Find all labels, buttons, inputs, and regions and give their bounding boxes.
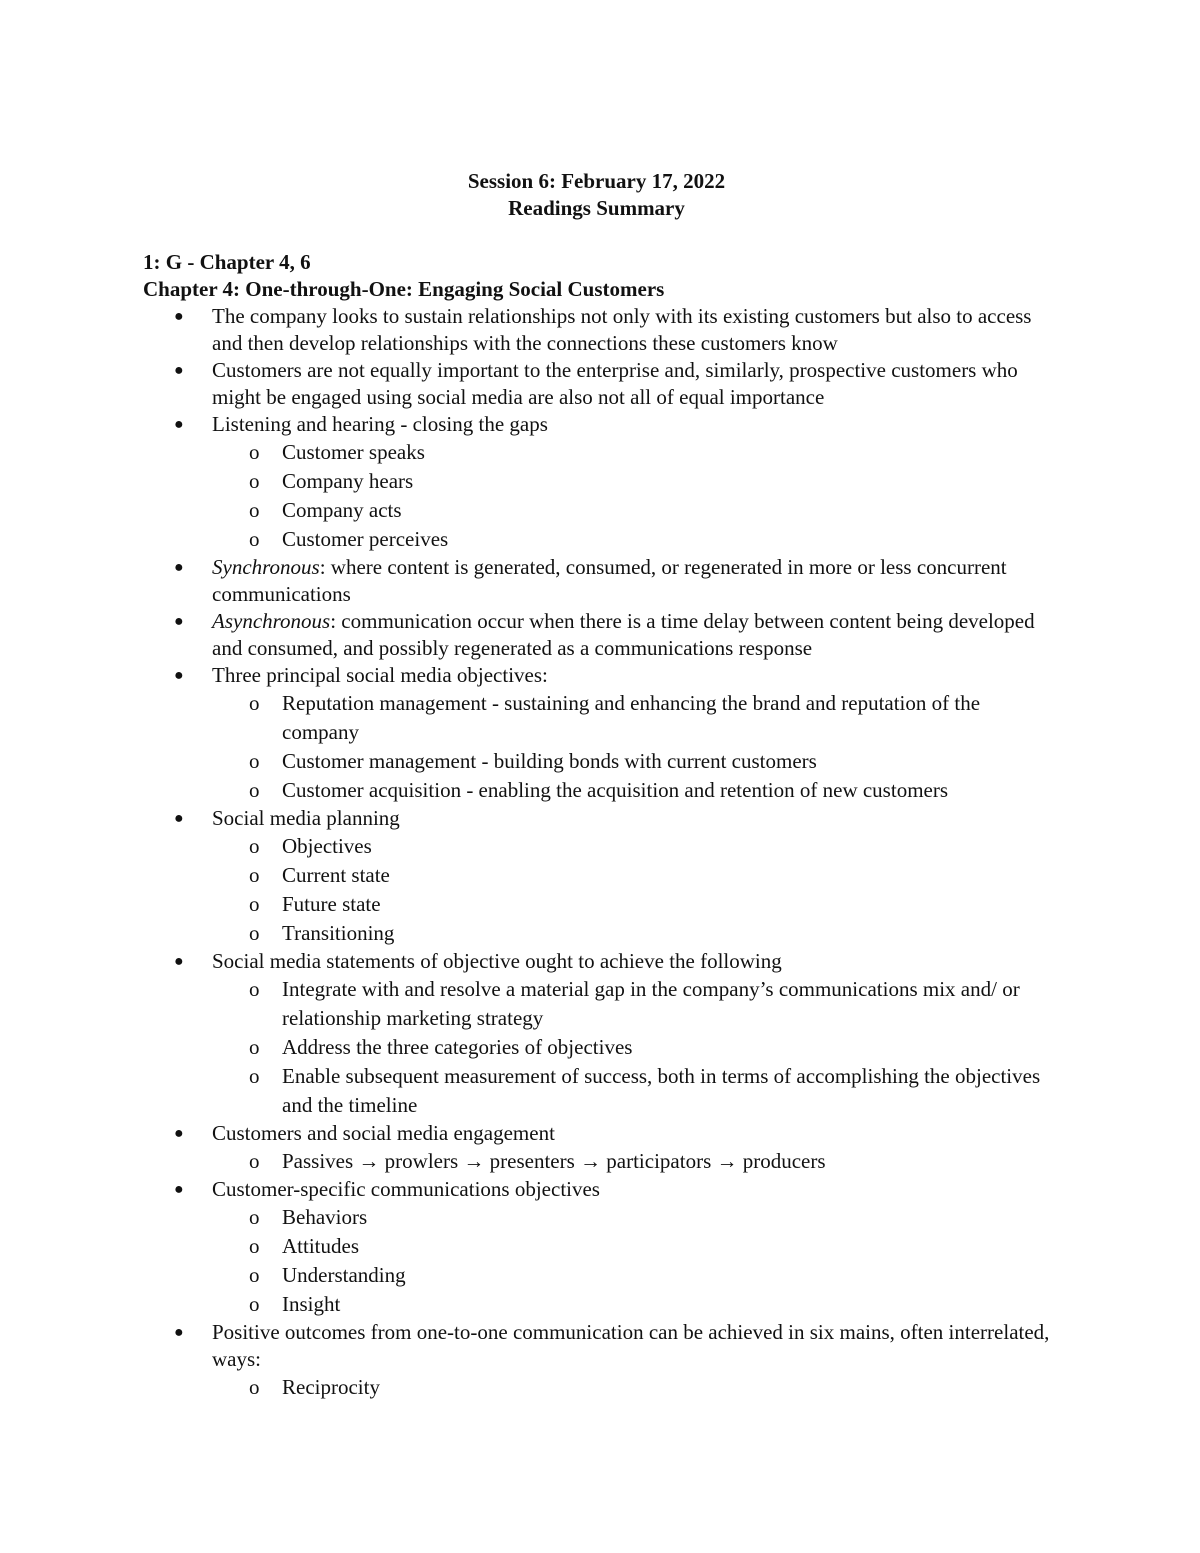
sub-list-item-text: Insight	[282, 1292, 341, 1316]
chapter-heading: Chapter 4: One-through-One: Engaging Social Customers	[143, 277, 665, 301]
circle-bullet-icon	[249, 1062, 260, 1091]
circle-bullet-icon	[249, 1147, 260, 1176]
sub-list-item	[143, 1232, 1050, 1261]
sub-list-item-text: Enable subsequent measurement of success, both in terms of accomplishing the objectives and the timeline	[282, 1064, 1041, 1117]
bullet-icon	[174, 662, 184, 689]
sub-list-item-text: Passives → prowlers → presenters → participators → producers	[282, 1149, 826, 1173]
circle-bullet-icon	[249, 1033, 260, 1062]
circle-bullet-icon	[249, 1261, 260, 1290]
sub-list-item-text: Attitudes	[282, 1234, 359, 1258]
sub-list-item-text: Understanding	[282, 1263, 406, 1287]
list-item-text: Social media statements of objective ought to achieve the following	[212, 949, 782, 973]
bullet-icon	[174, 357, 184, 384]
circle-bullet-icon	[249, 747, 260, 776]
list-item	[143, 662, 1050, 805]
list-item-text: Listening and hearing - closing the gaps	[212, 412, 548, 436]
list-item	[143, 805, 1050, 948]
circle-bullet-icon	[249, 496, 260, 525]
sub-list-item-text: Reciprocity	[282, 1375, 380, 1399]
sub-list-item-text: Address the three categories of objectives	[282, 1035, 633, 1059]
list-item-text: : where content is generated, consumed, or regenerated in more or less concurrent communications	[212, 555, 1007, 606]
bullet-icon	[174, 554, 184, 581]
bullet-icon	[174, 948, 184, 975]
sub-list-item-text: Customer perceives	[282, 527, 449, 551]
circle-bullet-icon	[249, 1232, 260, 1261]
list-item-text: Customer-specific communications objectives	[212, 1177, 600, 1201]
bullet-list	[143, 303, 1050, 1402]
bullet-icon	[174, 303, 184, 330]
list-item-term: Asynchronous	[212, 609, 331, 633]
list-item-text: : communication occur when there is a time delay between content being developed and consumed, and possibly regenerated as a communications response	[212, 609, 1035, 660]
sub-list-item	[143, 1373, 1050, 1402]
sub-list-item	[143, 1062, 1050, 1120]
bullet-icon	[174, 608, 184, 635]
sub-list	[212, 1203, 1050, 1319]
sub-list-item-text: Customer management - building bonds with current customers	[282, 749, 817, 773]
list-item-text: Social media planning	[212, 806, 400, 830]
sub-list	[212, 689, 1050, 805]
sub-list-item	[143, 776, 1050, 805]
sub-list-item	[143, 689, 1050, 747]
list-item-text: Positive outcomes from one-to-one communication can be achieved in six mains, often interrelated, ways:	[212, 1320, 1050, 1371]
sub-list-item	[143, 525, 1050, 554]
spacer	[143, 222, 1050, 249]
circle-bullet-icon	[249, 467, 260, 496]
sub-list-item-text: Current state	[282, 863, 390, 887]
list-item-text: The company looks to sustain relationships not only with its existing customers but also to access and then develop relationships with the connections these customers know	[212, 304, 1032, 355]
sub-list-item-text: Reputation management - sustaining and enhancing the brand and reputation of the company	[282, 691, 981, 744]
circle-bullet-icon	[249, 890, 260, 919]
circle-bullet-icon	[249, 861, 260, 890]
sub-list-item-text: Objectives	[282, 834, 372, 858]
sub-list-item-text: Company hears	[282, 469, 414, 493]
list-item	[143, 948, 1050, 1120]
list-item-term: Synchronous	[212, 555, 320, 579]
list-item	[143, 608, 1050, 662]
sub-list-item	[143, 919, 1050, 948]
list-item	[143, 554, 1050, 608]
sub-list-item-text: Integrate with and resolve a material gap in the company’s communications mix and/ or relationship marketing strategy	[282, 977, 1020, 1030]
bullet-icon	[174, 1176, 184, 1203]
circle-bullet-icon	[249, 438, 260, 467]
sub-list	[212, 1373, 1050, 1402]
sub-list-item-text: Transitioning	[282, 921, 395, 945]
bullet-icon	[174, 411, 184, 438]
circle-bullet-icon	[249, 975, 260, 1004]
sub-list-item	[143, 861, 1050, 890]
sub-list-item	[143, 1147, 1050, 1176]
sub-list	[212, 438, 1050, 554]
sub-list-item-text: Company acts	[282, 498, 402, 522]
circle-bullet-icon	[249, 1290, 260, 1319]
sub-list-item	[143, 890, 1050, 919]
bullet-icon	[174, 1319, 184, 1346]
sub-list-item	[143, 496, 1050, 525]
sub-list-item-text: Customer speaks	[282, 440, 425, 464]
sub-list-item	[143, 438, 1050, 467]
sub-list-item	[143, 1261, 1050, 1290]
circle-bullet-icon	[249, 689, 260, 718]
circle-bullet-icon	[249, 919, 260, 948]
list-item	[143, 1176, 1050, 1319]
sub-list-item-text: Behaviors	[282, 1205, 368, 1229]
circle-bullet-icon	[249, 776, 260, 805]
list-item-text: Customers and social media engagement	[212, 1121, 555, 1145]
sub-list	[212, 1147, 1050, 1176]
list-item	[143, 1319, 1050, 1402]
list-item	[143, 357, 1050, 411]
list-item	[143, 303, 1050, 357]
bullet-icon	[174, 805, 184, 832]
circle-bullet-icon	[249, 1203, 260, 1232]
list-item	[143, 411, 1050, 554]
sub-list-item	[143, 747, 1050, 776]
sub-list-item	[143, 975, 1050, 1033]
sub-list	[212, 975, 1050, 1120]
sub-list-item-text: Future state	[282, 892, 381, 916]
sub-list-item	[143, 832, 1050, 861]
sub-list-item	[143, 1290, 1050, 1319]
list-item	[143, 1120, 1050, 1176]
list-item-text: Three principal social media objectives:	[212, 663, 548, 687]
sub-list-item	[143, 1033, 1050, 1062]
circle-bullet-icon	[249, 525, 260, 554]
document-title: Session 6: February 17, 2022	[467, 169, 726, 193]
circle-bullet-icon	[249, 832, 260, 861]
circle-bullet-icon	[249, 1373, 260, 1402]
section-heading: 1: G - Chapter 4, 6	[143, 250, 311, 274]
list-item-text: Customers are not equally important to the enterprise and, similarly, prospective customers who might be engaged using social media are also not all of equal importance	[212, 358, 1018, 409]
sub-list-item	[143, 467, 1050, 496]
document-subtitle: Readings Summary	[508, 196, 685, 220]
sub-list-item	[143, 1203, 1050, 1232]
sub-list-item-text: Customer acquisition - enabling the acquisition and retention of new customers	[282, 778, 949, 802]
bullet-icon	[174, 1120, 184, 1147]
sub-list	[212, 832, 1050, 948]
